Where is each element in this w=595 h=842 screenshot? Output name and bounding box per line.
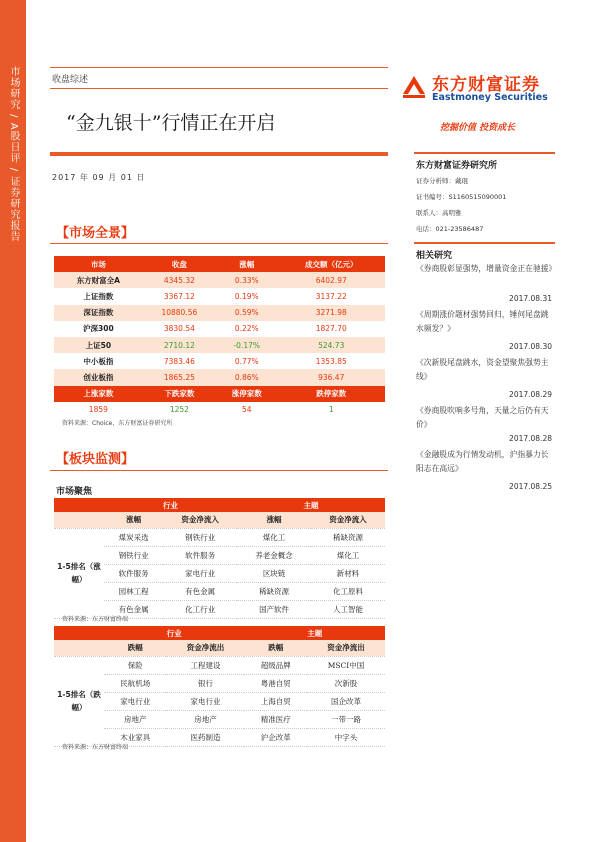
change-value: 0.22%	[216, 321, 277, 337]
industry-label: 行业	[104, 498, 237, 512]
cell: 次新股	[307, 674, 385, 692]
index-name: 上证50	[54, 337, 143, 353]
table-row	[54, 321, 385, 337]
market-header-row	[54, 256, 385, 272]
col-header: 跌幅	[104, 640, 166, 656]
cell: 煤化工	[237, 528, 311, 546]
index-name: 沪深300	[54, 321, 143, 337]
table-row	[54, 353, 385, 369]
cell: 沪企改革	[244, 728, 306, 746]
cell: 家电行业	[104, 692, 166, 710]
col-header: 资金净流出	[166, 640, 244, 656]
related-item[interactable]: 《金融股成为行情发动机，沪指暴力长阳志在高远》	[416, 450, 549, 473]
close-value: 3830.54	[143, 321, 216, 337]
sub-header-row	[54, 512, 385, 528]
index-name: 东方财富全A	[54, 272, 143, 288]
col-header: 资金净流出	[307, 640, 385, 656]
change-value: -0.17%	[216, 337, 277, 353]
table-row	[54, 337, 385, 353]
turnover-value: 524.73	[277, 337, 385, 353]
cell: 软件服务	[104, 564, 163, 582]
market-source: 资料来源：Choice，东方财富证券研究所	[62, 420, 173, 427]
institute-name: 东方财富证券研究所	[416, 161, 498, 171]
close-value: 1865.25	[143, 369, 216, 385]
close-value: 4345.32	[143, 272, 216, 288]
cell: 新材料	[311, 564, 385, 582]
col-header: 收盘	[143, 256, 216, 272]
cell: 有色金属	[163, 582, 237, 600]
cell: 工程建设	[166, 656, 244, 674]
phone: 电话：021-23586487	[416, 225, 484, 233]
focus-title: 市场聚焦	[56, 487, 93, 497]
cell: 钢铁行业	[163, 528, 237, 546]
gainers-source: 资料来源：东方财富终端	[62, 616, 129, 623]
turnover-value: 1353.85	[277, 353, 385, 369]
logo-mark-icon	[400, 72, 428, 100]
related-item[interactable]: 《券商股吹响多号角，天量之后仍有天价》	[416, 406, 549, 429]
change-value: 0.33%	[216, 272, 277, 288]
sidebar	[0, 0, 26, 842]
top-rule	[50, 67, 388, 68]
blocks-heading: 【板块监测】	[56, 452, 135, 467]
cell: 医药制造	[166, 728, 244, 746]
cell: 人工智能	[311, 600, 385, 618]
report-date: 2017 年 09 月 01 日	[52, 173, 146, 182]
brand-logo	[400, 68, 560, 110]
col-header: 上涨家数	[54, 386, 143, 402]
analyst: 证券分析师：戴琨	[416, 177, 468, 185]
related-item[interactable]: 《次新股尾盘跳水，资金望聚焦强势主线》	[416, 358, 549, 381]
brand-name-en: Eastmoney Securities	[432, 92, 548, 103]
market-table	[54, 256, 385, 418]
col-header: 涨幅	[104, 512, 163, 528]
cell: 区块链	[237, 564, 311, 582]
advancers-count: 1859	[54, 402, 143, 418]
decliners-count: 1252	[143, 402, 216, 418]
cell: 粤港自贸	[244, 674, 306, 692]
sidebar-label: 市场研究 / A股日评 / 证券研究报告	[8, 66, 19, 243]
related-rule	[414, 242, 555, 244]
change-value: 0.86%	[216, 369, 277, 385]
cell: 稀缺资源	[311, 528, 385, 546]
index-name: 深证指数	[54, 305, 143, 321]
cell: 钢铁行业	[104, 546, 163, 564]
related-date: 2017.08.25	[509, 482, 552, 491]
section-rule	[50, 88, 388, 89]
change-value: 0.59%	[216, 305, 277, 321]
cell: 稀缺资源	[237, 582, 311, 600]
cell: 精准医疗	[244, 710, 306, 728]
brand-slogan: 挖掘价值 投资成长	[440, 123, 516, 133]
related-date: 2017.08.31	[509, 294, 552, 303]
related-date: 2017.08.28	[509, 434, 552, 443]
cell: 保险	[104, 656, 166, 674]
col-header: 涨幅	[216, 256, 277, 272]
cert-number: 证书编号：S1160515090001	[416, 193, 507, 201]
related-item[interactable]: 《券商股彰显强势，增量资金正在驰援》	[416, 264, 557, 273]
index-name: 上证指数	[54, 288, 143, 304]
group-header-row	[54, 498, 385, 512]
sub-header-row	[54, 640, 385, 656]
cell: 煤炭采选	[104, 528, 163, 546]
index-name: 中小板指	[54, 353, 143, 369]
cell: 有色金属	[104, 600, 163, 618]
title-rule	[50, 152, 388, 156]
cell: 上海自贸	[244, 692, 306, 710]
turnover-value: 936.47	[277, 369, 385, 385]
cell: 一带一路	[307, 710, 385, 728]
related-title: 相关研究	[416, 251, 453, 261]
cell: 园林工程	[104, 582, 163, 600]
turnover-value: 1827.70	[277, 321, 385, 337]
rank-label: 1-5排名（跌幅）	[54, 656, 104, 746]
col-header: 市场	[54, 256, 143, 272]
losers-table	[54, 626, 385, 747]
index-name: 创业板指	[54, 369, 143, 385]
turnover-value: 6402.97	[277, 272, 385, 288]
table-row	[54, 546, 385, 564]
cell: 软件服务	[163, 546, 237, 564]
cell: MSCI中国	[307, 656, 385, 674]
related-item[interactable]: 《周期涨价题材强势回归，锤何尾盘跳水频发？》	[416, 310, 549, 333]
close-value: 2710.12	[143, 337, 216, 353]
col-header: 跌幅	[244, 640, 306, 656]
related-date: 2017.08.29	[509, 390, 552, 399]
cell: 房地产	[104, 710, 166, 728]
table-row	[54, 710, 385, 728]
cell: 房地产	[166, 710, 244, 728]
col-header: 资金净流入	[311, 512, 385, 528]
table-row	[54, 582, 385, 600]
breadth-row	[54, 402, 385, 418]
cell: 煤化工	[311, 546, 385, 564]
market-rule	[50, 243, 388, 244]
blocks-rule	[50, 470, 388, 471]
losers-source: 资料来源：东方财富终端	[62, 744, 129, 751]
table-row	[54, 528, 385, 546]
brand-name-cn: 东方财富证券	[432, 75, 540, 95]
rank-label: 1-5排名（涨幅）	[54, 528, 104, 618]
table-row	[54, 564, 385, 582]
turnover-value: 3271.98	[277, 305, 385, 321]
change-value: 0.77%	[216, 353, 277, 369]
cell: 化工行业	[163, 600, 237, 618]
breadth-header-row	[54, 386, 385, 402]
theme-label: 主题	[237, 498, 385, 512]
col-header: 下跌家数	[143, 386, 216, 402]
gainers-table	[54, 498, 385, 619]
table-row	[54, 656, 385, 674]
table-row	[54, 674, 385, 692]
table-row	[54, 272, 385, 288]
col-header: 资金净流入	[163, 512, 237, 528]
contact: 联系人：高明雅	[416, 209, 462, 217]
table-row	[54, 288, 385, 304]
cell: 木业家具	[104, 728, 166, 746]
section-label: 收盘综述	[52, 75, 89, 85]
cell: 银行	[166, 674, 244, 692]
col-header: 涨幅	[237, 512, 311, 528]
close-value: 3367.12	[143, 288, 216, 304]
change-value: 0.19%	[216, 288, 277, 304]
cell: 中字头	[307, 728, 385, 746]
close-value: 7383.46	[143, 353, 216, 369]
cell: 超级品牌	[244, 656, 306, 674]
industry-label: 行业	[104, 626, 244, 640]
group-header-row	[54, 626, 385, 640]
col-header: 成交额（亿元）	[277, 256, 385, 272]
col-header: 跌停家数	[277, 386, 385, 402]
close-value: 10880.56	[143, 305, 216, 321]
table-row	[54, 692, 385, 710]
cell: 家电行业	[166, 692, 244, 710]
cell: 家电行业	[163, 564, 237, 582]
table-row	[54, 305, 385, 321]
cell: 化工原料	[311, 582, 385, 600]
institute-rule	[414, 152, 555, 154]
cell: 养老金概念	[237, 546, 311, 564]
related-date: 2017.08.30	[509, 342, 552, 351]
limit-up-count: 54	[216, 402, 277, 418]
report-title: “金九银十”行情正在开启	[66, 112, 276, 134]
cell: 国产软件	[237, 600, 311, 618]
turnover-value: 3137.22	[277, 288, 385, 304]
market-heading: 【市场全景】	[56, 226, 135, 241]
cell: 民航机场	[104, 674, 166, 692]
limit-down-count: 1	[277, 402, 385, 418]
theme-label: 主题	[244, 626, 385, 640]
table-row	[54, 369, 385, 385]
cell: 国企改革	[307, 692, 385, 710]
col-header: 涨停家数	[216, 386, 277, 402]
